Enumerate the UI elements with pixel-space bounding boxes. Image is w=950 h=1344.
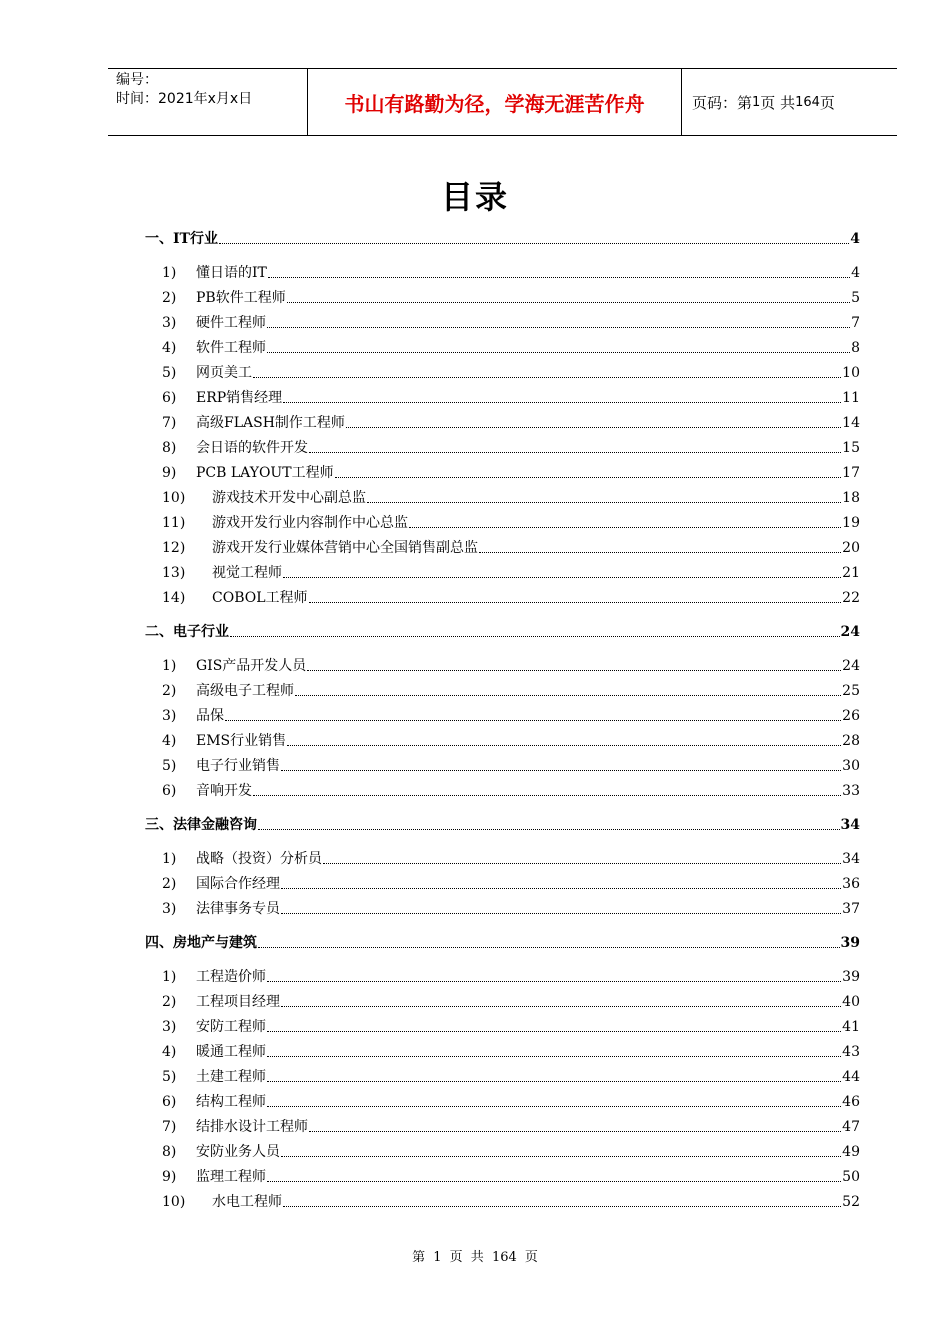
toc-leader-dots: [253, 795, 841, 796]
toc-leader-dots: [281, 913, 841, 914]
toc-item-index: 4): [162, 1044, 177, 1060]
toc-item-label: 结排水设计工程师: [196, 1119, 308, 1135]
toc-item-label: EMS行业销售: [196, 733, 287, 749]
page-footer: [0, 1246, 950, 1265]
toc-page-number: 26: [842, 708, 860, 724]
toc-item-label: 水电工程师: [212, 1194, 282, 1210]
toc-page-number: 20: [842, 540, 860, 556]
toc-leader-dots: [323, 863, 841, 864]
toc-item-text: [162, 1017, 266, 1037]
toc-page-number: 7: [851, 315, 860, 331]
toc-page-number: 37: [842, 901, 860, 917]
toc-item-label: 游戏技术开发中心副总监: [212, 490, 366, 506]
toc-item-label: 安防业务人员: [196, 1144, 280, 1160]
toc-item-label: 懂日语的IT: [196, 265, 267, 281]
toc-item-text: [162, 288, 286, 308]
toc-item-label: 监理工程师: [196, 1169, 266, 1185]
toc-leader-dots: [267, 352, 850, 353]
toc-item-index: 11): [162, 515, 186, 531]
toc-section-text: [145, 933, 257, 953]
toc-item-label: 视觉工程师: [212, 565, 282, 581]
toc-leader-dots: [268, 277, 850, 278]
toc-item-index: 10): [162, 490, 186, 506]
toc-item-text: [162, 1117, 308, 1137]
toc-item-index: 6): [162, 783, 177, 799]
toc-item-label: 安防工程师: [196, 1019, 266, 1035]
toc-item-index: 6): [162, 390, 177, 406]
toc-section[interactable]: [145, 933, 860, 953]
toc-item[interactable]: [162, 992, 860, 1012]
toc-leader-dots: [267, 1081, 841, 1082]
toc-item[interactable]: [162, 967, 860, 987]
toc-item-text: [162, 513, 408, 533]
toc-item-text: [162, 563, 282, 583]
footer-mid: 页 共: [449, 1250, 484, 1265]
toc-item-label: PB软件工程师: [196, 290, 286, 306]
toc-leader-dots: [281, 1006, 841, 1007]
toc-item-index: 3): [162, 901, 177, 917]
toc-leader-dots: [267, 327, 850, 328]
page-suffix: 页: [819, 93, 835, 112]
toc-page-number: 5: [851, 290, 860, 306]
toc-item-text: [162, 1142, 280, 1162]
toc-page-number: 36: [842, 876, 860, 892]
toc-leader-dots: [479, 552, 841, 553]
toc-section-text: [145, 815, 257, 835]
page-current: 1: [752, 94, 761, 110]
toc-item[interactable]: [162, 438, 860, 458]
toc-item[interactable]: [162, 413, 860, 433]
toc-item-label: 会日语的软件开发: [196, 440, 308, 456]
toc-leader-dots: [281, 888, 841, 889]
toc-page-number: 24: [840, 624, 860, 640]
toc-item[interactable]: [162, 488, 860, 508]
toc-page-number: 49: [842, 1144, 860, 1160]
toc-leader-dots: [281, 1156, 841, 1157]
toc-leader-dots: [267, 981, 841, 982]
toc-leader-dots: [367, 502, 841, 503]
toc-item-text: [162, 756, 280, 776]
toc-page-number: 11: [842, 390, 860, 406]
toc-leader-dots: [225, 720, 841, 721]
toc-item[interactable]: [162, 1067, 860, 1087]
toc-item-index: 1): [162, 658, 177, 674]
toc-item-text: [162, 874, 280, 894]
toc-leader-dots: [295, 695, 841, 696]
toc-page-number: 39: [842, 969, 860, 985]
toc-item-label: 工程项目经理: [196, 994, 280, 1010]
toc-page-number: 41: [842, 1019, 860, 1035]
toc-item[interactable]: [162, 463, 860, 483]
toc-item-label: 网页美工: [196, 365, 252, 381]
toc-item-index: 2): [162, 994, 177, 1010]
toc-item-text: [162, 899, 280, 919]
code-label: 编号：: [116, 72, 158, 88]
toc-item-text: [162, 992, 280, 1012]
toc-item-text: [162, 388, 282, 408]
toc-section-label: 四、房地产与建筑: [145, 935, 257, 951]
toc-leader-dots: [258, 829, 840, 830]
toc-page-number: 22: [842, 590, 860, 606]
toc-page-number: 43: [842, 1044, 860, 1060]
toc-page-number: 4: [850, 231, 860, 247]
toc-leader-dots: [309, 602, 842, 603]
toc-section-text: [145, 622, 229, 642]
toc-page-number: 4: [851, 265, 860, 281]
toc-page-number: 46: [842, 1094, 860, 1110]
toc-item-label: 品保: [196, 708, 224, 724]
toc-item-text: [162, 313, 266, 333]
toc-leader-dots: [309, 1131, 841, 1132]
toc-item-label: 国际合作经理: [196, 876, 280, 892]
toc-item-text: [162, 681, 294, 701]
toc-item[interactable]: [162, 338, 860, 358]
toc-item[interactable]: [162, 1167, 860, 1187]
toc-item-label: ERP销售经理: [196, 390, 283, 406]
toc-item-index: 14): [162, 590, 186, 606]
page-title: 目录: [440, 178, 509, 216]
header-meta: [108, 69, 308, 135]
toc-item[interactable]: [162, 681, 860, 701]
toc-item-index: 2): [162, 290, 177, 306]
toc-page-number: 30: [842, 758, 860, 774]
toc-page-number: 21: [842, 565, 860, 581]
toc-item-index: 3): [162, 315, 177, 331]
toc-item-text: [162, 1092, 266, 1112]
toc-leader-dots: [335, 477, 842, 478]
toc-item-text: [162, 413, 345, 433]
toc-page-number: 14: [842, 415, 860, 431]
toc-item-label: GIS产品开发人员: [196, 658, 307, 674]
toc-item[interactable]: [162, 263, 860, 283]
toc-item-label: COBOL工程师: [212, 590, 308, 606]
toc-item-index: 4): [162, 340, 177, 356]
page-total: 164: [795, 94, 820, 110]
toc-item-text: [162, 781, 252, 801]
toc-section[interactable]: [145, 815, 860, 835]
toc-item-index: 12): [162, 540, 186, 556]
toc-item-text: [162, 1067, 266, 1087]
toc-section-text: [145, 229, 218, 249]
toc-item-index: 8): [162, 1144, 177, 1160]
toc-page-number: 17: [842, 465, 860, 481]
toc-page-number: 8: [851, 340, 860, 356]
toc-item-label: 音响开发: [196, 783, 252, 799]
toc-item-index: 6): [162, 1094, 177, 1110]
toc-section-label: 三、法律金融咨询: [145, 817, 257, 833]
toc-item-label: 法律事务专员: [196, 901, 280, 917]
toc-item-text: [162, 338, 266, 358]
toc-section[interactable]: [145, 622, 860, 642]
toc-item-text: [162, 656, 306, 676]
toc-leader-dots: [281, 770, 841, 771]
toc-item-text: [162, 488, 366, 508]
toc-item-label: 硬件工程师: [196, 315, 266, 331]
toc-leader-dots: [253, 377, 841, 378]
toc-leader-dots: [309, 452, 841, 453]
toc-leader-dots: [283, 1206, 841, 1207]
toc-page-number: 10: [842, 365, 860, 381]
toc-item-index: 5): [162, 365, 177, 381]
toc-section-label: 一、IT行业: [145, 231, 218, 247]
toc-item-text: [162, 1192, 282, 1212]
toc-page-number: 34: [840, 817, 860, 833]
toc-item-label: 土建工程师: [196, 1069, 266, 1085]
toc-page-number: 44: [842, 1069, 860, 1085]
toc-item-label: 结构工程师: [196, 1094, 266, 1110]
toc-page-number: 50: [842, 1169, 860, 1185]
toc-item-index: 1): [162, 851, 177, 867]
toc-item-label: 高级电子工程师: [196, 683, 294, 699]
toc-item-label: 暖通工程师: [196, 1044, 266, 1060]
toc-item[interactable]: [162, 656, 860, 676]
toc-item-text: [162, 1042, 266, 1062]
toc-item-text: [162, 263, 267, 283]
toc-item-label: 电子行业销售: [196, 758, 280, 774]
toc-item-index: 1): [162, 969, 177, 985]
toc-item-index: 1): [162, 265, 177, 281]
toc-page-number: 24: [842, 658, 860, 674]
toc-page-number: 19: [842, 515, 860, 531]
toc-item-index: 10): [162, 1194, 186, 1210]
toc-item-label: 游戏开发行业媒体营销中心全国销售副总监: [212, 540, 478, 556]
toc-item-index: 2): [162, 876, 177, 892]
toc-page-number: 18: [842, 490, 860, 506]
toc-item-text: [162, 706, 224, 726]
footer-total: 164: [491, 1250, 517, 1265]
toc-item-index: 13): [162, 565, 186, 581]
toc-item[interactable]: [162, 288, 860, 308]
toc-leader-dots: [307, 670, 841, 671]
toc-page-number: 34: [842, 851, 860, 867]
toc-leader-dots: [267, 1106, 841, 1107]
footer-suffix: 页: [524, 1250, 538, 1265]
toc-page-number: 40: [842, 994, 860, 1010]
toc-leader-dots: [283, 402, 841, 403]
toc-page-number: 15: [842, 440, 860, 456]
toc-item-index: 2): [162, 683, 177, 699]
toc-item-index: 4): [162, 733, 177, 749]
toc-item-text: [162, 538, 478, 558]
header-motto: 书山有路勤为径，学海无涯苦作舟: [308, 69, 682, 135]
toc-item-index: 8): [162, 440, 177, 456]
header-page-info: [682, 69, 897, 135]
toc-section-label: 二、电子行业: [145, 624, 229, 640]
toc-item[interactable]: [162, 1117, 860, 1137]
toc-item-text: [162, 849, 322, 869]
toc-leader-dots: [283, 577, 841, 578]
toc-item-label: PCB LAYOUT工程师: [196, 465, 334, 481]
toc-item[interactable]: [162, 899, 860, 919]
toc-item-text: [162, 1167, 266, 1187]
toc-item-index: 3): [162, 1019, 177, 1035]
time-label: 时间：2021年x月x日: [116, 91, 253, 107]
toc-item-text: [162, 967, 266, 987]
footer-prefix: 第: [412, 1250, 426, 1265]
toc-item[interactable]: [162, 756, 860, 776]
toc-item[interactable]: [162, 538, 860, 558]
toc-item[interactable]: [162, 563, 860, 583]
toc-leader-dots: [409, 527, 841, 528]
toc-leader-dots: [267, 1031, 841, 1032]
toc-item[interactable]: [162, 363, 860, 383]
page-header: [108, 68, 897, 136]
toc-item-text: [162, 363, 252, 383]
toc-item[interactable]: [162, 588, 860, 608]
toc-item-index: 3): [162, 708, 177, 724]
toc-item[interactable]: [162, 1017, 860, 1037]
toc-item-label: 工程造价师: [196, 969, 266, 985]
toc-item[interactable]: [162, 313, 860, 333]
toc-page-number: 47: [842, 1119, 860, 1135]
toc-item-index: 9): [162, 1169, 177, 1185]
toc-page-number: 52: [842, 1194, 860, 1210]
toc-item[interactable]: [162, 513, 860, 533]
toc-item-text: [162, 438, 308, 458]
toc-page-number: 39: [840, 935, 860, 951]
toc-leader-dots: [230, 636, 840, 637]
toc-leader-dots: [346, 427, 841, 428]
toc-item-index: 7): [162, 1119, 177, 1135]
toc-item-index: 7): [162, 415, 177, 431]
toc-item-text: [162, 588, 308, 608]
toc-leader-dots: [267, 1056, 841, 1057]
toc-item[interactable]: [162, 1092, 860, 1112]
toc-leader-dots: [219, 243, 849, 244]
toc-page-number: 28: [842, 733, 860, 749]
toc-item-text: [162, 463, 334, 483]
page-mid: 页 共: [760, 93, 796, 112]
page-prefix: 页码：第: [692, 93, 753, 112]
toc-item[interactable]: [162, 388, 860, 408]
toc-item[interactable]: [162, 1192, 860, 1212]
toc-leader-dots: [258, 947, 840, 948]
toc-item-label: 游戏开发行业内容制作中心总监: [212, 515, 408, 531]
toc-item-index: 5): [162, 1069, 177, 1085]
toc-item[interactable]: [162, 1042, 860, 1062]
toc-item[interactable]: [162, 781, 860, 801]
toc-item[interactable]: [162, 849, 860, 869]
toc-item-index: 5): [162, 758, 177, 774]
toc-item-label: 战略（投资）分析员: [196, 851, 322, 867]
toc-item-text: [162, 731, 286, 751]
toc-item-label: 高级FLASH制作工程师: [196, 415, 345, 431]
toc-section[interactable]: [145, 229, 860, 249]
toc-item[interactable]: [162, 731, 860, 751]
toc-item-index: 9): [162, 465, 177, 481]
toc-leader-dots: [287, 302, 850, 303]
toc-page-number: 33: [842, 783, 860, 799]
toc-item-label: 软件工程师: [196, 340, 266, 356]
toc-item[interactable]: [162, 706, 860, 726]
toc-leader-dots: [287, 745, 841, 746]
toc-item[interactable]: [162, 874, 860, 894]
toc-leader-dots: [267, 1181, 841, 1182]
toc-page-number: 25: [842, 683, 860, 699]
footer-current: 1: [433, 1250, 442, 1265]
toc-item[interactable]: [162, 1142, 860, 1162]
